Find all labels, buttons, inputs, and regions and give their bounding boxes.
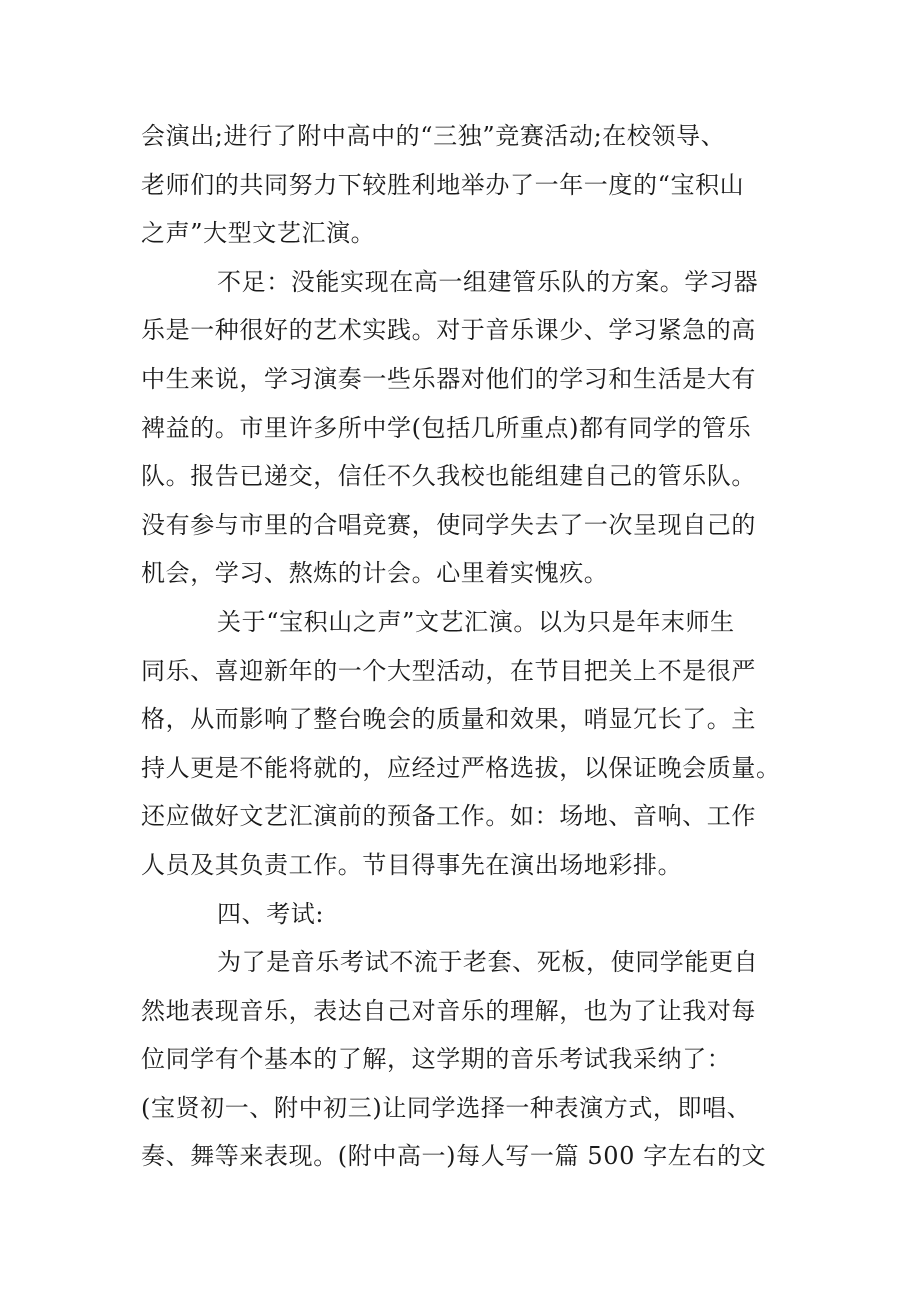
text-line: 同乐、喜迎新年的一个大型活动，在节目把关上不是很严 — [141, 656, 756, 685]
text-line: 还应做好文艺汇演前的预备工作。如：场地、音响、工作 — [141, 802, 756, 831]
text-line: 之声”大型文艺汇演。 — [141, 219, 376, 248]
text-line: 位同学有个基本的了解，这学期的音乐考试我采纳了： — [141, 1045, 732, 1074]
text-line: (宝贤初一、附中初三)让同学选择一种表演方式，即唱、 — [141, 1093, 752, 1122]
text-line: 不足：没能实现在高一组建管乐队的方案。学习器 — [217, 267, 759, 296]
text-line: 人员及其负责工作。节目得事先在演出场地彩排。 — [141, 850, 683, 879]
text-line: 机会，学习、熬炼的计会。心里着实愧疚。 — [141, 559, 609, 588]
document-body — [141, 112, 781, 1181]
text-line: 中生来说，学习演奏一些乐器对他们的学习和生活是大有 — [141, 364, 756, 393]
text-line: 队。报告已递交，信任不久我校也能组建自己的管乐队。 — [141, 462, 756, 491]
text-line: 会演出;进行了附中高中的“三独”竞赛活动;在校领导、 — [141, 122, 726, 150]
text-line: 格，从而影响了整台晚会的质量和效果，哨显冗长了。主 — [141, 705, 756, 734]
text-line: 然地表现音乐，表达自己对音乐的理解，也为了让我对每 — [141, 996, 756, 1025]
text-line: 关于“宝积山之声”文艺汇演。以为只是年末师生 — [217, 607, 735, 636]
text-line: 乐是一种很好的艺术实践。对于音乐课少、学习紧急的高 — [141, 316, 756, 345]
text-line: 裨益的。市里许多所中学(包括几所重点)都有同学的管乐 — [141, 413, 752, 442]
text-line: 为了是音乐考试不流于老套、死板，使同学能更自 — [217, 948, 759, 977]
text-line: 持人更是不能将就的，应经过严格选拔，以保证晚会质量。 — [141, 753, 781, 782]
section-heading: 四、考试: — [217, 899, 325, 928]
text-line: 老师们的共同努力下较胜利地举办了一年一度的“宝积山 — [141, 170, 745, 199]
text-line: 没有参与市里的合唱竞赛，使同学失去了一次呈现自己的 — [141, 510, 756, 539]
text-line: 奏、舞等来表现。(附中高一)每人写一篇 500 字左右的文 — [141, 1142, 767, 1171]
